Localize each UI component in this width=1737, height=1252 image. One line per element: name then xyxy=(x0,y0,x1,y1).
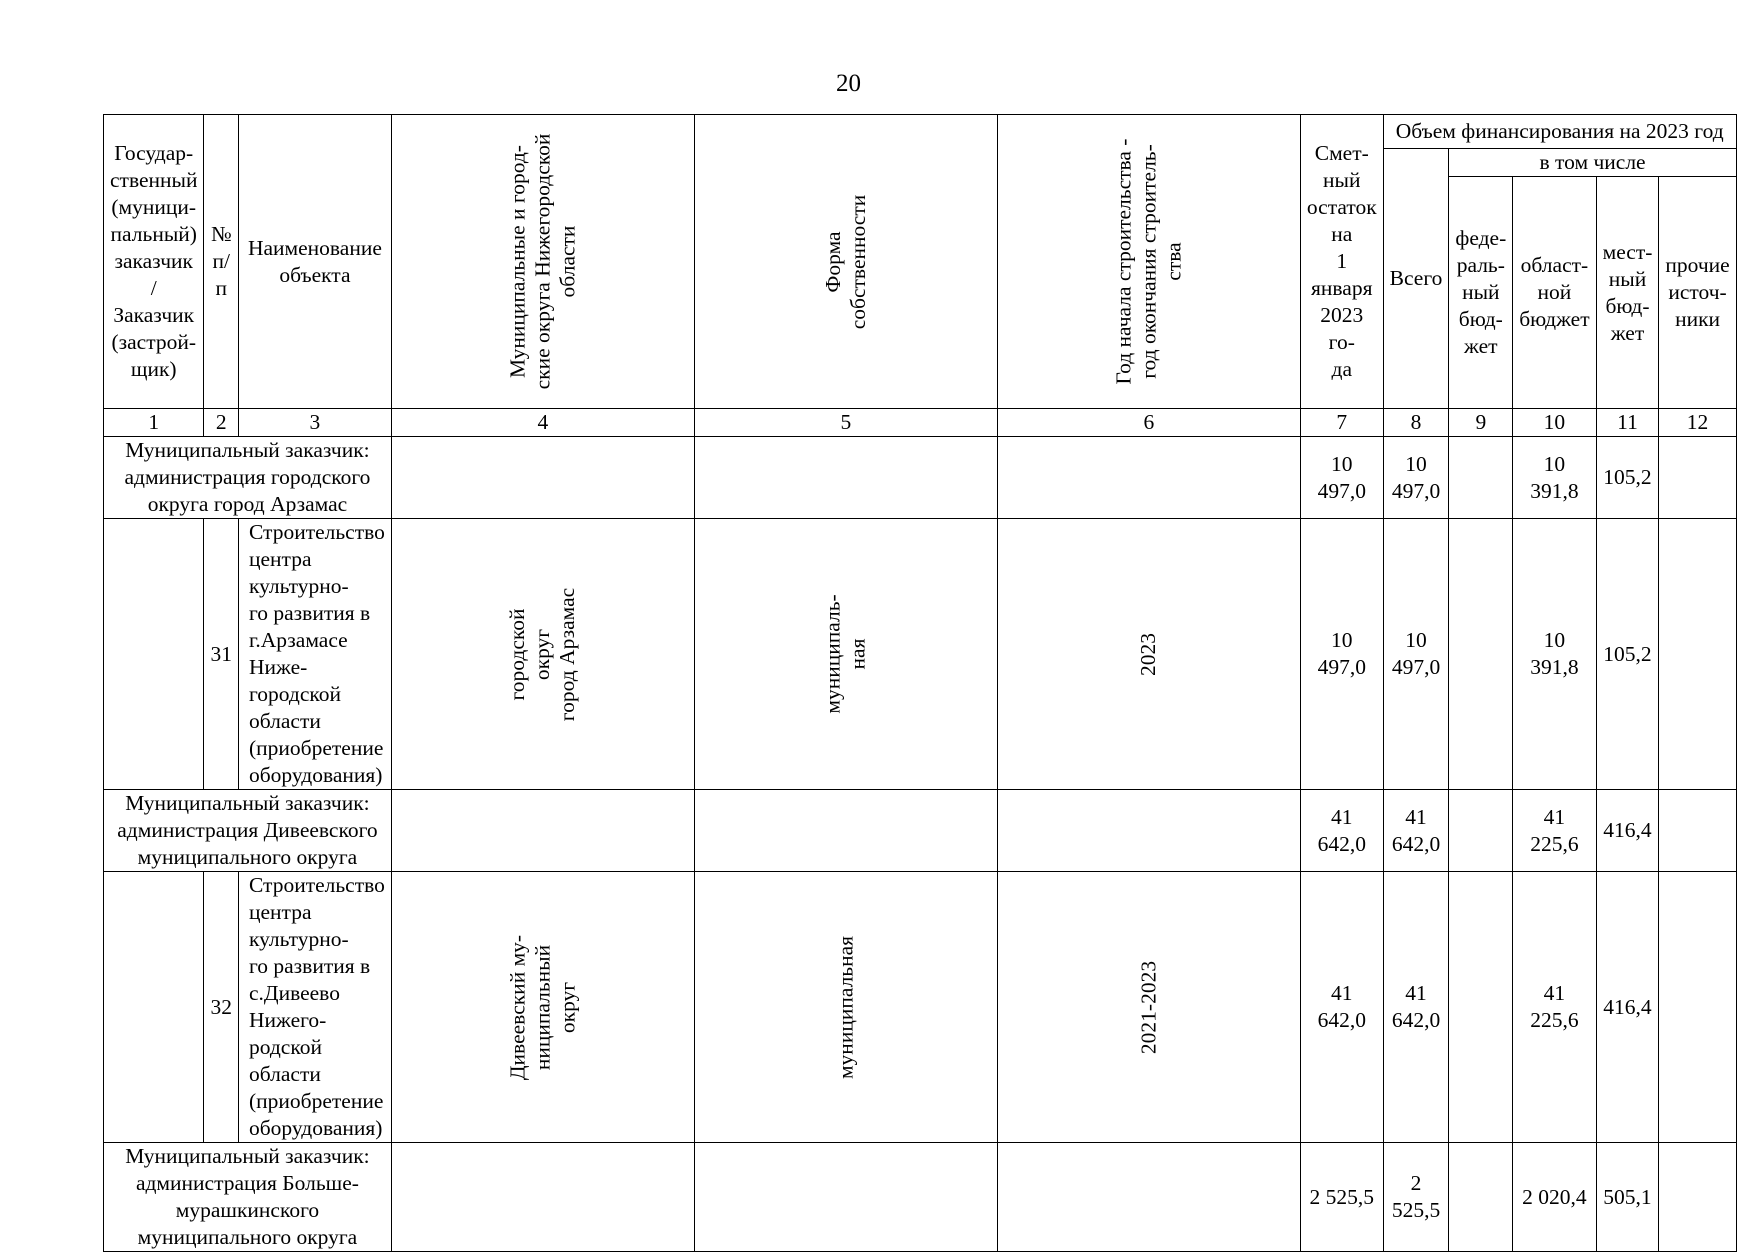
ownership-cell xyxy=(694,437,997,519)
customer-row xyxy=(104,437,1737,519)
column-number: 1 xyxy=(104,409,204,437)
header-other-sources: прочие источ- ники xyxy=(1659,177,1736,409)
column-number: 12 xyxy=(1659,409,1736,437)
regional-cell: 2 020,4 xyxy=(1513,1143,1596,1252)
local-cell: 105,2 xyxy=(1596,519,1659,790)
federal-cell xyxy=(1449,519,1513,790)
ownership-cell xyxy=(694,1143,997,1252)
other-cell xyxy=(1659,437,1736,519)
customer-name: Муниципальный заказчик: администрация городского округа город Арзамас xyxy=(104,437,392,519)
years-cell xyxy=(997,790,1300,872)
other-cell xyxy=(1659,519,1736,790)
header-local-budget: мест- ный бюд- жет xyxy=(1596,177,1659,409)
header-regional-budget: област- ной бюджет xyxy=(1513,177,1596,409)
local-cell: 505,1 xyxy=(1596,1143,1659,1252)
estimate-cell: 10 497,0 xyxy=(1300,437,1383,519)
header-years: Год начала строительства - год окончания строитель- ства xyxy=(997,115,1300,409)
object-number: 32 xyxy=(204,872,239,1143)
ownership-cell xyxy=(694,790,997,872)
federal-cell xyxy=(1449,872,1513,1143)
header-number: № п/п xyxy=(204,115,239,409)
local-cell: 416,4 xyxy=(1596,872,1659,1143)
federal-cell xyxy=(1449,437,1513,519)
customer-row xyxy=(104,1143,1737,1252)
object-name: Строительство центра культурно- го развития в с.Дивеево Нижего- родской области (приобретение оборудования) xyxy=(238,872,391,1143)
column-number: 7 xyxy=(1300,409,1383,437)
estimate-cell: 41 642,0 xyxy=(1300,790,1383,872)
total-cell: 10 497,0 xyxy=(1383,437,1449,519)
header-federal-budget: феде- раль- ный бюд- жет xyxy=(1449,177,1513,409)
header-estimate-balance: Смет- ный остаток на 1 января 2023 го- да xyxy=(1300,115,1383,409)
total-cell: 10 497,0 xyxy=(1383,519,1449,790)
estimate-cell: 10 497,0 xyxy=(1300,519,1383,790)
regional-cell: 41 225,6 xyxy=(1513,790,1596,872)
regional-cell: 41 225,6 xyxy=(1513,872,1596,1143)
column-number: 8 xyxy=(1383,409,1449,437)
other-cell xyxy=(1659,1143,1736,1252)
total-cell: 41 642,0 xyxy=(1383,872,1449,1143)
total-cell: 2 525,5 xyxy=(1383,1143,1449,1252)
years-cell xyxy=(997,437,1300,519)
object-number: 31 xyxy=(204,519,239,790)
customer-cell xyxy=(104,872,204,1143)
customer-row xyxy=(104,790,1737,872)
years-cell: 2023 xyxy=(997,519,1300,790)
district-cell xyxy=(391,437,694,519)
header-ownership: Форма собственности xyxy=(694,115,997,409)
customer-name: Муниципальный заказчик: администрация Дивеевского муниципального округа xyxy=(104,790,392,872)
ownership-cell: муниципальная xyxy=(694,872,997,1143)
district-cell xyxy=(391,790,694,872)
regional-cell: 10 391,8 xyxy=(1513,519,1596,790)
ownership-cell: муниципаль- ная xyxy=(694,519,997,790)
district-cell: Дивеевский му- ниципальный округ xyxy=(391,872,694,1143)
column-number: 4 xyxy=(391,409,694,437)
customer-cell xyxy=(104,519,204,790)
column-number: 11 xyxy=(1596,409,1659,437)
object-name: Строительство центра культурно- го развития в г.Арзамасе Ниже- городской области (приобретение оборудования) xyxy=(238,519,391,790)
estimate-cell: 41 642,0 xyxy=(1300,872,1383,1143)
total-cell: 41 642,0 xyxy=(1383,790,1449,872)
page-number: 20 xyxy=(836,70,861,97)
district-cell: городской округ город Арзамас xyxy=(391,519,694,790)
column-number: 10 xyxy=(1513,409,1596,437)
object-row xyxy=(104,872,1737,1143)
column-number: 2 xyxy=(204,409,239,437)
district-cell xyxy=(391,1143,694,1252)
other-cell xyxy=(1659,872,1736,1143)
column-number: 9 xyxy=(1449,409,1513,437)
object-row xyxy=(104,519,1737,790)
header-customer: Государ- ственный (муници- пальный) заказчик / Заказчик (застрой- щик) xyxy=(104,115,204,409)
local-cell: 105,2 xyxy=(1596,437,1659,519)
header-district: Муниципальные и город- ские округа Нижегородской области xyxy=(391,115,694,409)
local-cell: 416,4 xyxy=(1596,790,1659,872)
column-number: 3 xyxy=(238,409,391,437)
column-number: 6 xyxy=(997,409,1300,437)
years-cell xyxy=(997,1143,1300,1252)
header-total: Всего xyxy=(1383,149,1449,409)
financing-table xyxy=(103,114,1737,1252)
other-cell xyxy=(1659,790,1736,872)
header-row-1 xyxy=(104,115,1737,149)
column-numbers-row xyxy=(104,409,1737,437)
years-cell: 2021-2023 xyxy=(997,872,1300,1143)
header-object-name: Наименование объекта xyxy=(238,115,391,409)
estimate-cell: 2 525,5 xyxy=(1300,1143,1383,1252)
header-including-group: в том числе xyxy=(1449,149,1736,177)
header-funding-group: Объем финансирования на 2023 год xyxy=(1383,115,1736,149)
federal-cell xyxy=(1449,790,1513,872)
column-number: 5 xyxy=(694,409,997,437)
customer-name: Муниципальный заказчик: администрация Больше- мурашкинского муниципального округа xyxy=(104,1143,392,1252)
federal-cell xyxy=(1449,1143,1513,1252)
regional-cell: 10 391,8 xyxy=(1513,437,1596,519)
